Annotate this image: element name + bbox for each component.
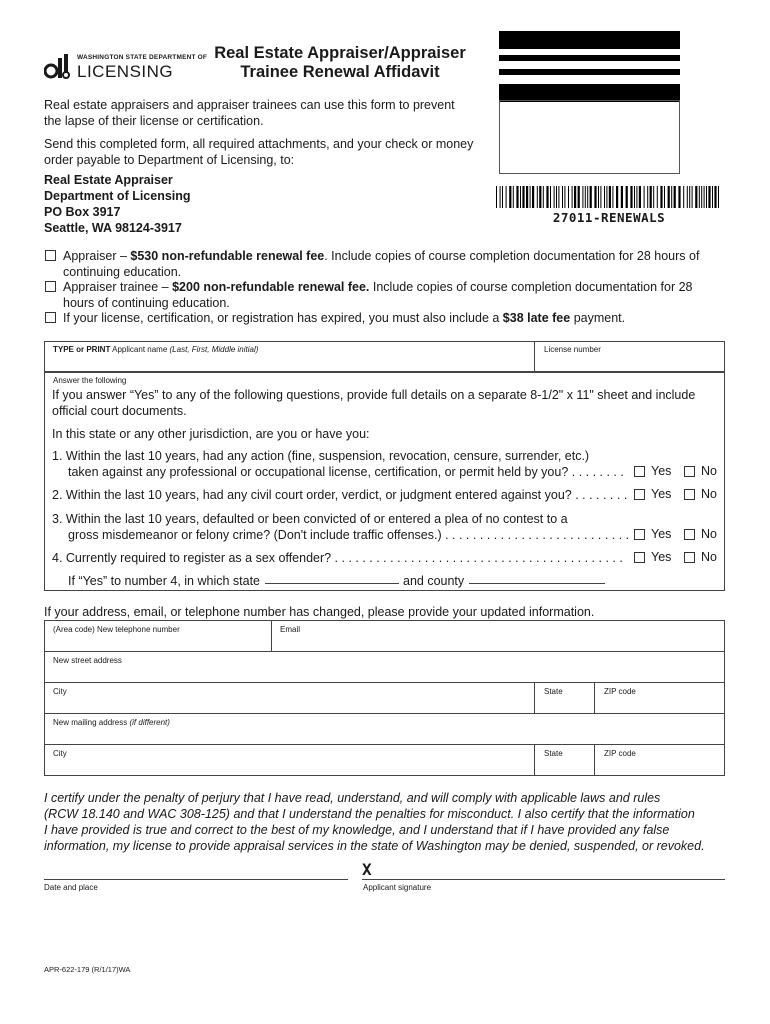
- form-title-line1: Real Estate Appraiser/Appraiser: [214, 44, 466, 62]
- appraiser-fee-text-cont: . Include copies of course completion documentation for 28 hours of: [324, 249, 700, 263]
- question-1-line2: taken against any professional or occupational license, certification, or permit held by you? . . . . . . . .: [68, 465, 624, 479]
- q2-yes-label: Yes: [651, 487, 672, 501]
- appraiser-fee-text-end: continuing education.: [63, 265, 182, 279]
- q2-yes-checkbox[interactable]: [634, 489, 645, 500]
- question-2: 2. Within the last 10 years, had any civil court order, verdict, or judgment entered against you? . . . . . . . .: [52, 488, 628, 502]
- date-place-label: Date and place: [44, 883, 98, 892]
- office-use-bar-1: [499, 31, 680, 49]
- mailing-address: [44, 172, 191, 236]
- state-input[interactable]: [538, 698, 592, 711]
- late-fee-text: If your license, certification, or registration has expired, you must also include a: [63, 311, 503, 325]
- q3-no-checkbox[interactable]: [684, 529, 695, 540]
- late-fee-option: [63, 310, 713, 326]
- late-fee-checkbox[interactable]: [45, 312, 56, 323]
- divider: [44, 651, 725, 652]
- divider: [594, 744, 595, 776]
- applicant-name-label-text: Applicant name: [110, 345, 170, 354]
- office-use-bar-3: [499, 69, 680, 75]
- mailing-address-line: Seattle, WA 98124-3917: [44, 221, 182, 235]
- certification-line: I have provided is true and correct to the best of my knowledge, and I understand that if I have provided any false: [44, 823, 670, 837]
- licensing-logo: [44, 50, 208, 82]
- state-label: State: [544, 687, 563, 696]
- mailing-state-input[interactable]: [538, 760, 592, 773]
- barcode-image: [494, 186, 724, 208]
- intro-paragraph-2: [44, 136, 473, 168]
- trainee-fee-text: Appraiser trainee –: [63, 280, 173, 294]
- mailing-state-label: State: [544, 749, 563, 758]
- certification-statement: [44, 790, 734, 854]
- divider: [44, 713, 725, 714]
- phone-input[interactable]: [48, 636, 268, 649]
- form-title-line2: Trainee Renewal Affidavit: [240, 63, 440, 81]
- divider: [271, 620, 272, 651]
- q3-no-label: No: [701, 527, 717, 541]
- question-1: [52, 448, 624, 480]
- q3-yes-checkbox[interactable]: [634, 529, 645, 540]
- appraiser-fee-amount: $530 non-refundable renewal fee: [130, 249, 325, 263]
- certification-line: I certify under the penalty of perjury that I have read, understand, and will comply with applicable laws and rules: [44, 791, 661, 805]
- mailing-city-label: City: [53, 749, 67, 758]
- appraiser-fee-text: Appraiser –: [63, 249, 131, 263]
- question-3: [52, 511, 629, 543]
- dol-logo-icon: [44, 52, 74, 80]
- email-input[interactable]: [275, 636, 722, 649]
- q1-no-label: No: [701, 464, 717, 478]
- mailing-zip-label: ZIP code: [604, 749, 636, 758]
- mailing-address-label: [53, 718, 170, 727]
- question-3-line2: gross misdemeanor or felony crime? (Don't include traffic offenses.) . . . . . . . . . . . . . . . . . . . . . . . . . . .: [68, 528, 630, 542]
- q2-no-label: No: [701, 487, 717, 501]
- divider: [534, 682, 535, 713]
- intro-p2-line1: Send this completed form, all required attachments, and your check or money: [44, 137, 474, 151]
- form-number: APR-622-179 (R/1/17)WA: [44, 965, 131, 974]
- questions-intro-line2: official court documents.: [52, 404, 187, 418]
- q1-no-checkbox[interactable]: [684, 466, 695, 477]
- signature-input[interactable]: [362, 879, 725, 880]
- divider: [44, 682, 725, 683]
- applicant-name-label-bold: TYPE or PRINT: [53, 345, 111, 354]
- certification-line: (RCW 18.140 and WAC 308-125) and that I understand the penalties for misconduct. I also certify that the information: [44, 807, 695, 821]
- applicant-name-label: [53, 345, 258, 354]
- divider: [534, 744, 535, 776]
- signature-label: Applicant signature: [363, 883, 432, 892]
- q4-yes-label: Yes: [651, 550, 672, 564]
- city-input[interactable]: [48, 698, 532, 711]
- certification-line: information, my license to provide appraisal services in the state of Washington may be denied, suspended, or revoked.: [44, 839, 705, 853]
- mailing-address-label-hint: (if different): [129, 718, 170, 727]
- email-label: Email: [280, 625, 301, 634]
- divider: [594, 682, 595, 713]
- mailing-address-label-text: New mailing address: [53, 718, 130, 727]
- logo-licensing-text: LICENSING: [77, 62, 174, 81]
- office-use-box: [499, 100, 680, 174]
- q4-followup-county-label: and county: [403, 574, 465, 588]
- q4-followup-state-label: If “Yes” to number 4, in which state: [68, 574, 260, 588]
- city-label: City: [53, 687, 67, 696]
- mailing-zip-input[interactable]: [598, 760, 722, 773]
- intro-p2-line2: order payable to Department of Licensing, to:: [44, 153, 295, 167]
- office-use-bar-2: [499, 55, 680, 61]
- applicant-name-label-hint: (Last, First, Middle initial): [169, 345, 259, 354]
- trainee-fee-option: [63, 279, 713, 311]
- q3-yes-label: Yes: [651, 527, 672, 541]
- form-title: [192, 44, 488, 82]
- divider: [44, 744, 725, 745]
- license-number-input[interactable]: [538, 355, 722, 370]
- q4-no-checkbox[interactable]: [684, 552, 695, 563]
- q4-no-label: No: [701, 550, 717, 564]
- q1-yes-checkbox[interactable]: [634, 466, 645, 477]
- trainee-fee-checkbox[interactable]: [45, 281, 56, 292]
- questions-header: Answer the following: [53, 376, 127, 385]
- q1-yes-label: Yes: [651, 464, 672, 478]
- street-address-label: New street address: [53, 656, 122, 665]
- zip-input[interactable]: [598, 698, 722, 711]
- intro-p1-line2: the lapse of their license or certification.: [44, 114, 264, 128]
- q4-county-input[interactable]: [469, 583, 605, 584]
- question-4: 4. Currently required to register as a sex offender? . . . . . . . . . . . . . . . . . . . . . . . . . . . . . . . . . . . . . . . . . .: [52, 551, 623, 565]
- street-address-input[interactable]: [48, 667, 722, 680]
- license-number-label: License number: [544, 345, 601, 354]
- mailing-city-input[interactable]: [48, 760, 532, 773]
- barcode-text: 27011-RENEWALS: [552, 210, 666, 225]
- q2-no-checkbox[interactable]: [684, 489, 695, 500]
- late-fee-amount: $38 late fee: [502, 311, 571, 325]
- trainee-fee-text-end: hours of continuing education.: [63, 296, 230, 310]
- mailing-address-input[interactable]: [48, 729, 722, 742]
- question-1-line1: 1. Within the last 10 years, had any action (fine, suspension, revocation, censure, surrender, etc.): [52, 449, 590, 463]
- trainee-fee-text-cont: Include copies of course completion documentation for 28: [369, 280, 693, 294]
- q4-state-input[interactable]: [265, 583, 399, 584]
- questions-intro-line1: If you answer “Yes” to any of the following questions, provide full details on a separate 8-1/2" x 11" sheet and include: [52, 388, 696, 402]
- signature-x-mark: X: [362, 860, 372, 879]
- questions-intro: [52, 387, 695, 419]
- appraiser-fee-option: [63, 248, 713, 280]
- question-3-line1: 3. Within the last 10 years, defaulted or been convicted of or entered a plea of no contest to a: [52, 512, 568, 526]
- intro-paragraph-1: [44, 97, 455, 129]
- zip-label: ZIP code: [604, 687, 636, 696]
- trainee-fee-amount: $200 non-refundable renewal fee.: [172, 280, 370, 294]
- mailing-address-line: Department of Licensing: [44, 189, 191, 203]
- date-place-input[interactable]: [44, 879, 348, 880]
- intro-p1-line1: Real estate appraisers and appraiser trainees can use this form to prevent: [44, 98, 455, 112]
- late-fee-text-end: payment.: [570, 311, 626, 325]
- divider: [534, 341, 535, 372]
- appraiser-fee-checkbox[interactable]: [45, 250, 56, 261]
- jurisdiction-text: In this state or any other jurisdiction, are you or have you:: [52, 427, 370, 441]
- mailing-address-line: Real Estate Appraiser: [44, 173, 173, 187]
- q4-yes-checkbox[interactable]: [634, 552, 645, 563]
- logo-department-text: WASHINGTON STATE DEPARTMENT OF: [77, 54, 208, 61]
- mailing-address-line: PO Box 3917: [44, 205, 121, 219]
- applicant-name-input[interactable]: [48, 355, 530, 370]
- phone-label: (Area code) New telephone number: [53, 625, 180, 634]
- contact-change-intro: If your address, email, or telephone number has changed, please provide your updated information.: [44, 605, 595, 619]
